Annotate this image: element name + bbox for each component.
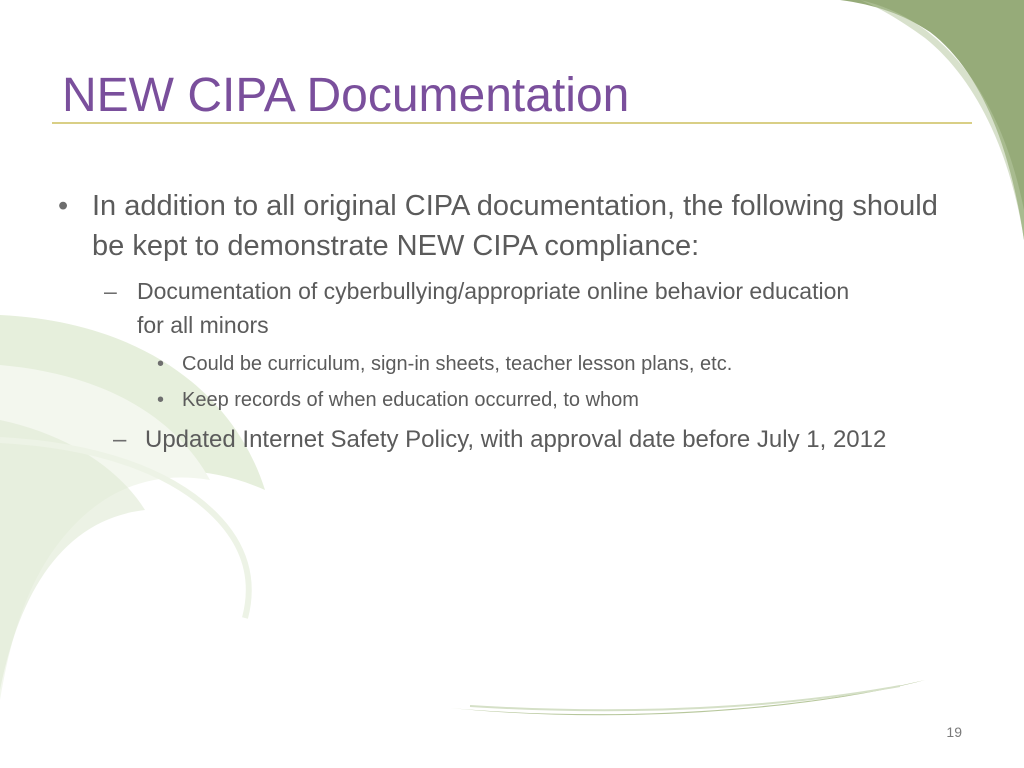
level3-bullet-text: Could be curriculum, sign-in sheets, teacher lesson plans, etc. <box>182 353 733 375</box>
level2-bullet-text: Documentation of cyberbullying/appropriate online behavior education for all minors <box>137 278 850 338</box>
level1-bullet-marker: • <box>58 190 69 222</box>
level3-bullet-marker: • <box>157 389 165 411</box>
level2-dash-marker: – <box>104 278 117 304</box>
level1-bullet-text: In addition to all original CIPA documentation, the following should be kept to demonstrate NEW CIPA compliance: <box>92 190 938 262</box>
level2-dash-marker: – <box>113 426 127 453</box>
slide-title: NEW CIPA Documentation <box>62 69 630 122</box>
level2-bullet-text: Updated Internet Safety Policy, with approval date before July 1, 2012 <box>145 426 887 453</box>
level3-bullet-marker: • <box>157 353 165 375</box>
level3-bullet-text: Keep records of when education occurred, to whom <box>182 389 639 411</box>
page-number: 19 <box>946 724 962 740</box>
